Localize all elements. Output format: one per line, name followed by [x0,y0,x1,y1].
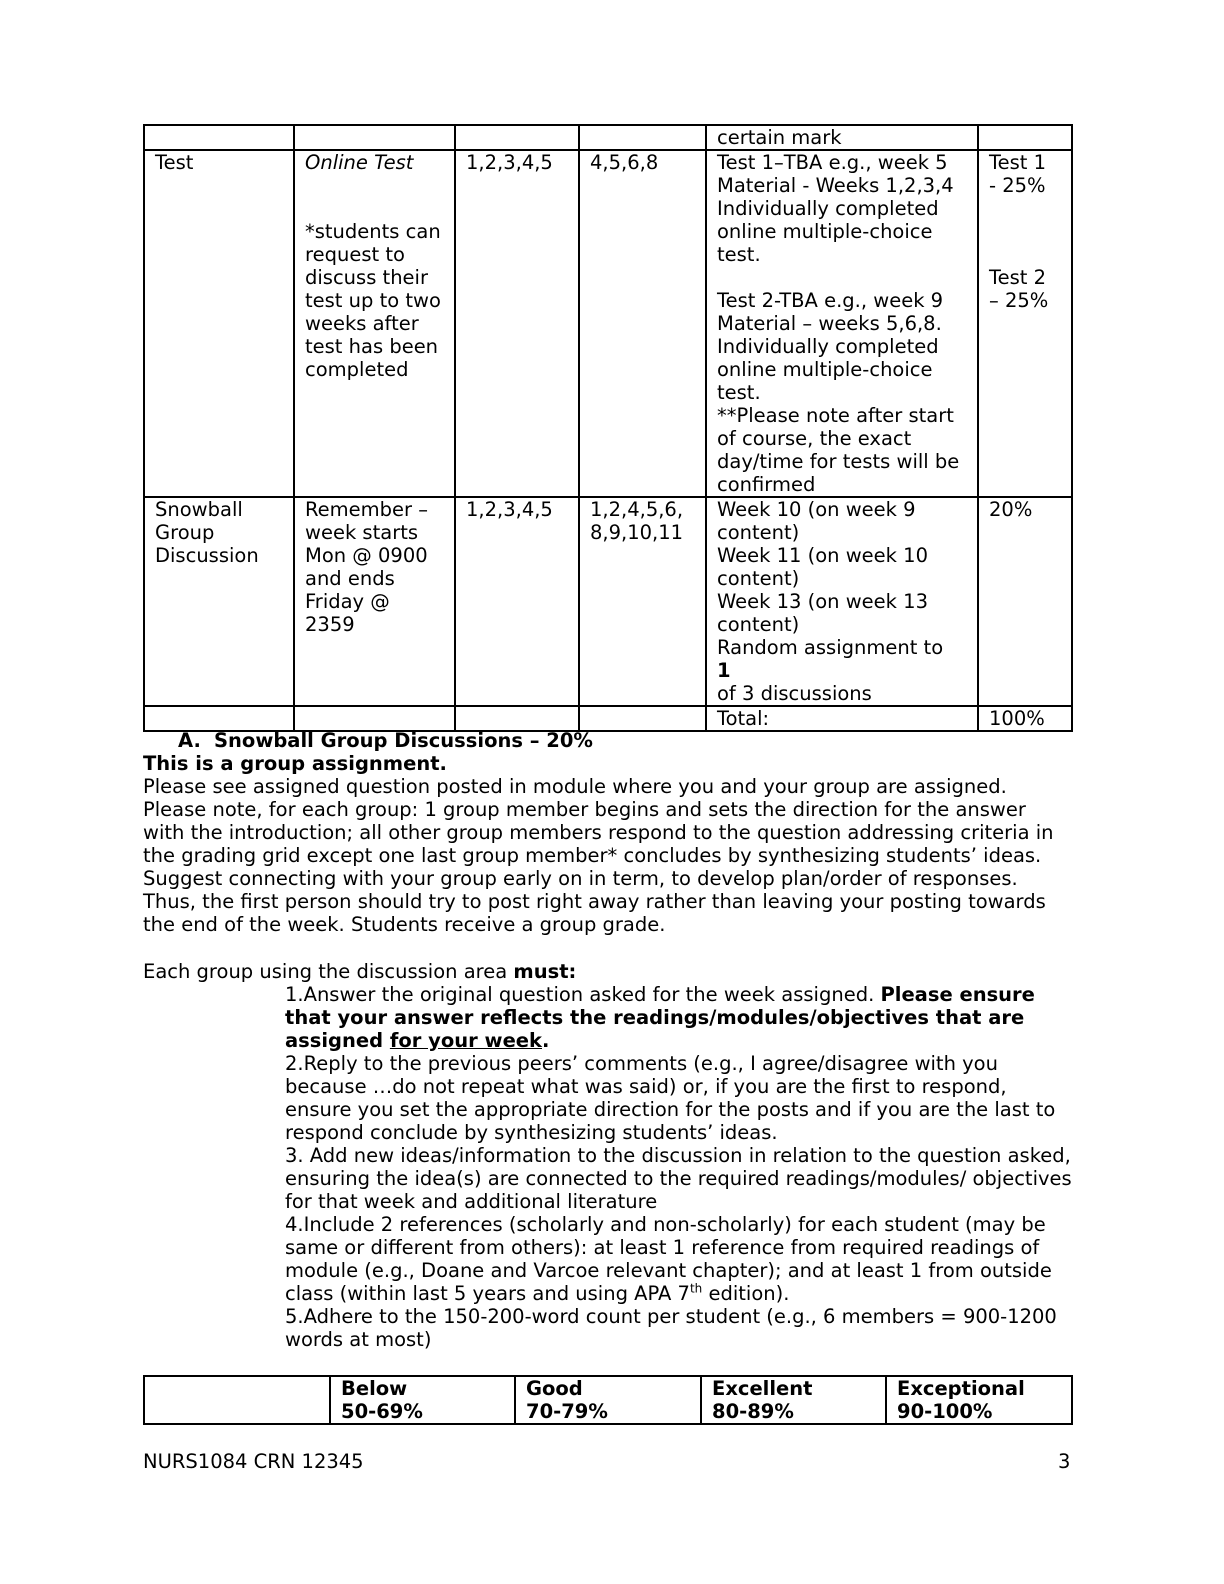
instructions-paragraph: Please see assigned question posted in module where you and your group are assigned. Please note, for each group: 1 group member begins and sets the direction for the answer with the introduction; all other group members respond to the question addressing criteria in the grading grid except one last group member* concludes by synthesizing students’ ideas. Suggest connecting with your group early on in term, to develop plan/order of responses. Thus, the first person should try to post right away rather than leaving your posting towards the end of the week. Students receive a group grade. [143,775,1054,936]
criterion-item-4: 4.Include 2 references (scholarly and non-scholarly) for each student (may be same or different from others): at least 1 reference from required readings of module (e.g., Doane and Varcoe relevant chapter); and at least 1 from outside class (within last 5 years and using APA 7th edition). [285,1213,1052,1305]
method-label: Online Test [305,151,414,174]
weeks-cell: 4,5,6,8 [579,150,706,497]
component-cell: Snowball Group Discussion [144,497,294,706]
total-value: 100% [978,706,1072,731]
rubric-header-exceptional: Exceptional 90-100% [886,1376,1072,1424]
assessment-table [143,124,1073,732]
footer-course-code: NURS1084 CRN 12345 [143,1450,364,1473]
rubric-header-below: Below 50-69% [330,1376,515,1424]
table-row-total [144,706,1072,731]
page-number: 3 [1058,1450,1071,1473]
component-cell: Test [144,150,294,497]
rubric-header-excellent: Excellent 80-89% [701,1376,886,1424]
criterion-item-2: 2.Reply to the previous peers’ comments (e.g., I agree/disagree with you because …do not repeat what was said) or, if you are the first to respond, ensure you set the appropriate direction for the posts and if you are the last to respond conclude by synthesizing students’ ideas. [285,1052,1056,1144]
total-label: Total: [706,706,978,731]
must-intro: Each group using the discussion area must: [143,960,577,983]
table-row-snowball [144,497,1072,706]
weeks-cell: 1,2,4,5,6, 8,9,10,11 [579,497,706,706]
details-cell: certain mark [706,125,978,150]
outcomes-cell: 1,2,3,4,5 [455,150,579,497]
criterion-item-5: 5.Adhere to the 150-200-word count per student (e.g., 6 members = 900-1200 words at most) [285,1305,1057,1351]
table-row-test [144,150,1072,497]
rubric-header-row [144,1376,1072,1424]
details-cell: Test 1–TBA e.g., week 5 Material - Weeks 1,2,3,4 Individually completed online multiple-choice test. Test 2-TBA e.g., week 9 Material – weeks 5,6,8. Individually completed online multiple-choice test. **Please note after start of course, the exact day/time for tests will be confirmed [706,150,978,497]
criterion-item-3: 3. Add new ideas/information to the discussion in relation to the question asked, ensuring the idea(s) are connected to the required readings/modules/ objectives for that week and additional literature [285,1144,1072,1213]
weight-cell: 20% [978,497,1072,706]
weight-cell: Test 1 - 25% Test 2 – 25% [978,150,1072,497]
outcomes-cell: 1,2,3,4,5 [455,497,579,706]
group-assignment-note: This is a group assignment. [143,752,447,775]
rubric-header-good: Good 70-79% [515,1376,701,1424]
table-row-continued [144,125,1072,150]
details-cell: Week 10 (on week 9 content) Week 11 (on week 10 content) Week 13 (on week 13 content) Random assignment to 1 of 3 discussions [706,497,978,706]
method-cell: Remember – week starts Mon @ 0900 and ends Friday @ 2359 [294,497,455,706]
method-cell: Online Test *students can request to discuss their test up to two weeks after test has been completed [294,150,455,497]
criteria-list [285,983,1075,1351]
criterion-item-1: 1.Answer the original question asked for the week assigned. Please ensure that your answer reflects the readings/modules/objectives that are assigned for your week. [285,983,1035,1052]
section-heading: A. Snowball Group Discussions – 20% [178,729,593,752]
grading-rubric-table [143,1375,1073,1425]
